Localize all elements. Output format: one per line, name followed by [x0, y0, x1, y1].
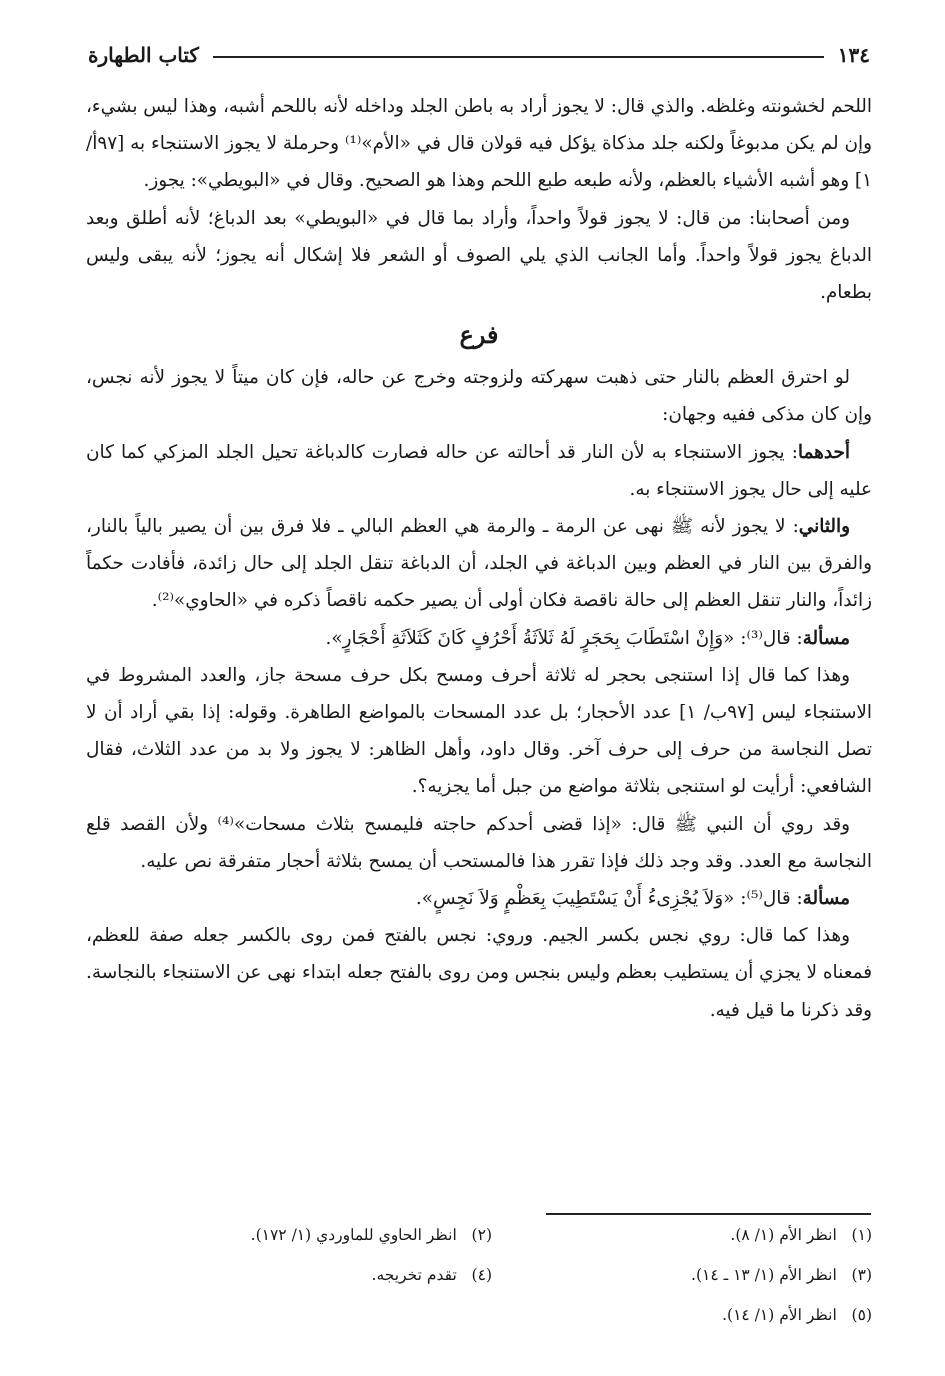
footnote-5	[722, 1306, 872, 1324]
footnote-text: انظر الحاوي للماوردي (١/ ١٧٢).	[250, 1226, 457, 1244]
lead-word: مسألة	[802, 627, 850, 649]
paragraph-text: : لا يجوز لأنه ﷺ نهى عن الرمة ـ والرمة هي العظم البالي ـ فلا فرق بين أن يصير بالياً بالنار، والفرق بين النار في العظم وبين الدباغة في الجلد، أن الدباغة تنقل الجلد إلى حال زائدة، فأفادت حكماً زائداً، والنار تنقل العظم إلى حالة ناقصة فكان أولى أن يصير حكمه ناقصاً ذكره في «الحاوي»⁽²⁾.	[86, 516, 872, 612]
paragraph-masala-2	[86, 880, 872, 917]
lead-word: أحدهما	[797, 441, 850, 463]
lead-word: والثاني	[798, 516, 850, 538]
paragraph-2: ومن أصحابنا: من قال: لا يجوز قولاً واحداً، وأراد بما قال في «البويطي» بعد الدباغ؛ لأنه أطلق وبعد الدباغ يجوز قولاً واحداً. وأما الجانب الذي يلي الصوف أو الشعر فلا إشكال أنه يجوز؛ لأنه يبقى وليس بطعام.	[86, 207, 872, 304]
paragraph-7: وهذا كما قال إذا استنجى بحجر له ثلاثة أحرف ومسح بكل حرف مسحة جاز، والعدد المشروط في الاستنجاء ليس [٩٧ب/ ١] عدد الأحجار؛ بل عدد المسحات بالمواضع الطاهرة. وقوله: إذا بقي أراد أن لا تصل النجاسة من حرف إلى حرف آخر. وقال داود، وأهل الظاهر: لا يجوز ولا بد من عدد الثلاث، فقال الشافعي: أرأيت لو استنجى بثلاثة مواضع من جبل أما يجزيه؟.	[86, 664, 873, 798]
paragraph-text: : قال⁽³⁾: «وَإِنْ اسْتَطَابَ بِحَجَرٍ لَهُ ثَلاَثَةُ أَحْرُفٍ كَانَ كَثَلاَثَةِ أَحْجَارٍ».	[325, 627, 803, 649]
footnote-4	[372, 1266, 492, 1284]
footnote-marker: (١)	[851, 1226, 872, 1244]
main-text	[86, 88, 872, 1029]
footnote-text: انظر الأم (١/ ١٤).	[722, 1306, 837, 1324]
footnote-1	[730, 1226, 872, 1244]
paragraph-first-opinion	[86, 434, 872, 508]
paragraph-text: : قال⁽⁵⁾: «وَلاَ يُجْزِىءُ أَنْ يَسْتَطِيبَ بِعَظْمٍ وَلاَ نَجِسٍ».	[415, 888, 803, 910]
paragraph-1: اللحم لخشونته وغلظه. والذي قال: لا يجوز أراد به باطن الجلد وداخله لأنه باللحم أشبه، وهذا ليس بشيء، وإن لم يكن مدبوغاً ولكنه جلد مذكاة يؤكل فيه قولان قال في «الأم»⁽¹⁾ وحرملة لا يجوز الاستنجاء به [٩٧أ/ ١] وهو أشبه الأشياء بالعظم، ولأنه طبعه طبع اللحم وهذا هو الصحيح. وقال في «البويطي»: يجوز.	[86, 96, 872, 192]
paragraph-8: وقد روي أن النبي ﷺ قال: «إذا قضى أحدكم حاجته فليمسح بثلاث مسحات»⁽⁴⁾ ولأن القصد قلع النجاسة مع العدد. وقد وجد ذلك فإذا تقرر هذا فالمستحب أن يمسح بثلاثة أحجار متفرقة نص عليه.	[86, 813, 872, 872]
footnote-marker: (٣)	[851, 1266, 872, 1284]
footnote-2	[251, 1226, 492, 1244]
paragraph-masala-1	[86, 620, 872, 657]
footnote-rule	[546, 1213, 871, 1215]
footnote-marker: (٢)	[471, 1226, 492, 1244]
footnote-text: انظر الأم (١/ ١٣ ـ ١٤).	[691, 1266, 837, 1284]
footnote-text: انظر الأم (١/ ٨).	[730, 1226, 837, 1244]
section-heading-far: فرع	[459, 320, 499, 350]
header-rule	[213, 56, 824, 58]
running-title: كتاب الطهارة	[88, 43, 199, 67]
paragraph-10: وهذا كما قال: روي نجس بكسر الجيم. وروي: نجس بالفتح فمن روى بالكسر جعله صفة للعظم، فمعناه لا يجزي أن يستطيب بعظم وليس بنجس ومن روى بالفتح جعله ابتداء نهى عن الاستنجاء بالنجاسة. وقد ذكرنا ما قيل فيه.	[86, 925, 872, 1021]
page-header	[88, 38, 870, 72]
page-number: ١٣٤	[837, 43, 870, 67]
footnote-marker: (٤)	[471, 1266, 492, 1284]
footnote-text: تقدم تخريجه.	[371, 1266, 457, 1284]
paragraph-second-opinion	[86, 508, 872, 620]
footnote-3	[691, 1266, 872, 1284]
paragraph-text: : يجوز الاستنجاء به لأن النار قد أحالته عن حاله فصارت كالدباغة تحيل الجلد المزكي كما كان عليه إلى حال يجوز الاستنجاء به.	[86, 441, 872, 500]
footnote-marker: (٥)	[851, 1306, 872, 1324]
lead-word: مسألة	[802, 888, 850, 910]
paragraph-3: لو احترق العظم بالنار حتى ذهبت سهركته ولزوجته وخرج عن حاله، فإن كان ميتاً لا يجوز لأنه نجس، وإن كان مذكى ففيه وجهان:	[86, 367, 872, 426]
